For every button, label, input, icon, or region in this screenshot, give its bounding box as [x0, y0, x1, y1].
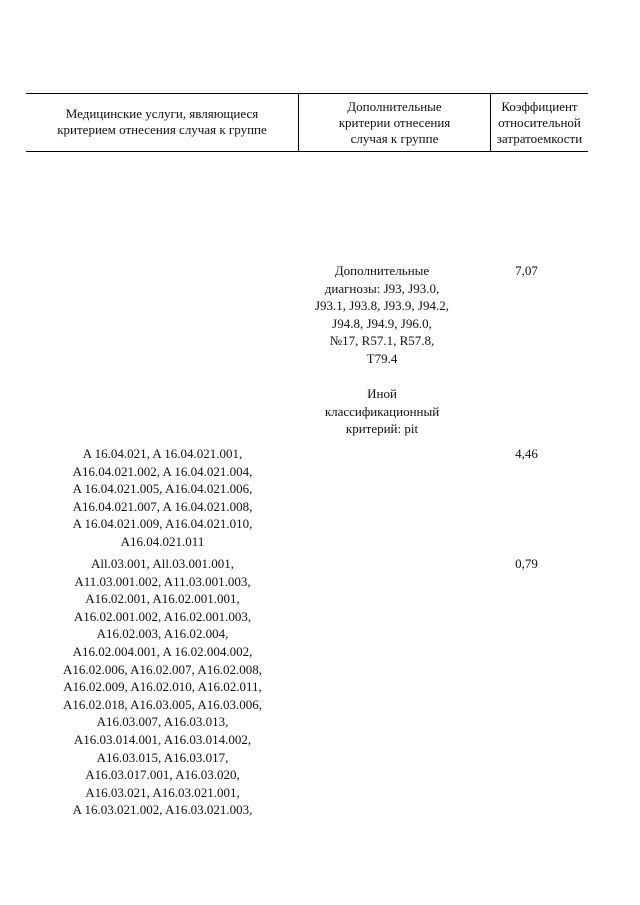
- service-code-line: A16.02.004.001, A 16.02.004.002,: [72, 643, 253, 659]
- criteria-line: J94.8, J94.9, J96.0,: [332, 315, 432, 331]
- criteria-extra-line: классификационный: [324, 403, 440, 419]
- service-code-line: A16.02.006, A16.02.007, A16.02.008,: [63, 661, 262, 677]
- row1-coefficient: 7,07: [515, 263, 538, 278]
- service-code-line: A 16.04.021.005, A16.04.021.006,: [72, 481, 253, 497]
- service-code-line: A16.04.021.007, A 16.04.021.008,: [72, 498, 253, 514]
- row2-coefficient: 4,46: [515, 446, 538, 461]
- service-code-line: A 16.03.021.002, A16.03.021.003,: [72, 802, 253, 818]
- criteria-extra-line: Иной: [367, 386, 397, 401]
- criteria-line: №17, R57.1, R57.8,: [329, 333, 435, 349]
- row3-coefficient: 0,79: [515, 556, 538, 571]
- service-code-line: A16.02.003, A16.02.004,: [96, 626, 229, 642]
- criteria-extra-line: критерий: pit: [345, 421, 419, 437]
- row3-services: [26, 555, 299, 819]
- service-code-line: A16.02.018, A16.03.005, A16.03.006,: [63, 696, 262, 712]
- criteria-line: диагнозы: J93, J93.0,: [324, 280, 440, 296]
- table-header: [26, 93, 588, 152]
- criteria-line: Дополнительные: [334, 263, 430, 278]
- service-code-line: All.03.001, All.03.001.001,: [90, 556, 234, 571]
- header-coefficient-line: затратоемкости: [496, 131, 583, 146]
- service-code-line: A16.02.001.002, A16.02.001.003,: [73, 608, 252, 624]
- header-coefficient: [491, 94, 588, 151]
- service-code-line: A16.04.021.002, A 16.04.021.004,: [72, 463, 253, 479]
- service-code-line: A16.02.001, A16.02.001.001,: [85, 591, 240, 607]
- criteria-line: J93.1, J93.8, J93.9, J94.2,: [315, 298, 449, 314]
- header-services-line: критерием отнесения случая к группе: [57, 122, 267, 137]
- row1-criteria: [299, 262, 465, 368]
- service-code-line: A16.03.014.001, A16.03.014.002,: [73, 731, 252, 747]
- header-criteria-line: критерии отнесения: [338, 115, 451, 130]
- service-code-line: A16.03.021, A16.03.021.001,: [85, 784, 240, 800]
- header-criteria: [299, 94, 491, 151]
- service-code-line: A16.03.015, A16.03.017,: [96, 749, 229, 765]
- service-code-line: A 16.04.021, A 16.04.021.001,: [82, 446, 243, 461]
- header-coefficient-line: Коэффициент: [501, 99, 578, 114]
- service-code-line: A16.03.007, A16.03.013,: [96, 714, 229, 730]
- criteria-line: T79.4: [366, 350, 398, 366]
- service-code-line: A16.04.021.011: [120, 533, 205, 549]
- service-code-line: A11.03.001.002, A11.03.001.003,: [74, 573, 251, 589]
- row1-criteria-extra: [299, 385, 465, 438]
- service-code-line: A16.02.009, A16.02.010, A16.02.011,: [63, 679, 262, 695]
- header-criteria-line: случая к группе: [350, 131, 439, 146]
- header-services: [26, 94, 299, 151]
- service-code-line: A 16.04.021.009, A16.04.021.010,: [72, 516, 253, 532]
- header-coefficient-line: относительной: [498, 115, 581, 130]
- header-services-line: Медицинские услуги, являющиеся: [65, 106, 259, 121]
- service-code-line: A16.03.017.001, A16.03.020,: [85, 767, 240, 783]
- header-criteria-line: Дополнительные: [347, 99, 442, 114]
- row2-services: [26, 445, 299, 551]
